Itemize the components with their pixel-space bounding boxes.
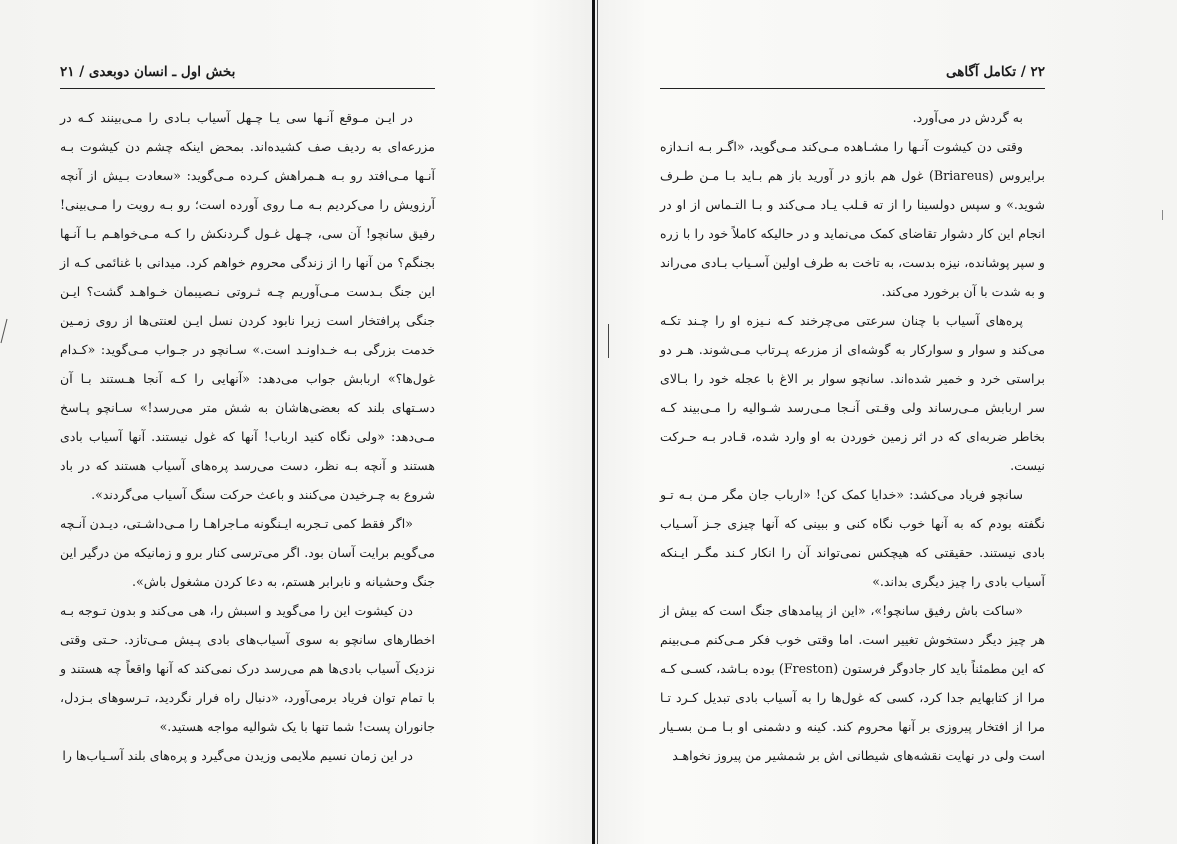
paragraph: دن کیشوت این را می‌گوید و اسبش را، هی می‌کند و بدون تـوجه بـه اخطارهای سانچو به سوی آسیاب‌های بادی پـیش مـی‌تازد. حـتی وقتی نزدیک آسیاب بادی‌ها هم می‌رسد درک نمی‌کند که آنها واقعاً چه هستند و با تمام توان فریاد برمی‌آورد، «دنبال راه فرار نگردید، تـرسوهای بـزدل، جانوران پست! شما تنها با یک شوالیه مواجه هستید.»: [60, 603, 435, 734]
paragraph: وقتی دن کیشوت آنـها را مشـاهده مـی‌کند مـی‌گوید، «اگـر بـه انـدازه برایروس (Briareus) غول هم بازو در آورید باز هم بـاید بـا مـن طـرف شوید.» و سپس دولسینا را از ته قـلب یـاد مـی‌کند و بـا التـماس از او در انجام این کار دشوار تقاضای کمک می‌نماید و در حالیکه کاملاً خود را با زره و سپر پوشانده، نیزه بدست، به تاخت به طرف اولین آسـیاب بـادی می‌راند و به شدت با آن برخورد می‌کند.: [660, 139, 1045, 299]
gutter-mark: [608, 346, 609, 358]
right-page-running-head: ۲۲ / تکامل آگاهی: [946, 64, 1045, 80]
scan-mark: [0, 318, 8, 344]
gutter-mark: [608, 324, 609, 346]
paragraph: پره‌های آسیاب با چنان سرعتی می‌چرخند کـه نـیزه او را چـند تکـه می‌کند و سوار و سوارکار به گوشه‌ای از مزرعه پـرتاب مـی‌شوند. هـر دو براستی خرد و خمیر شده‌اند. سانچو سوار بر الاغ با عجله خود را بـالای سر اربابش مـی‌رساند ولی وقـتی آنـجا مـی‌رسد شـوالیه را مـی‌بیند کـه بخاطر ضربه‌ای که در اثر زمین خوردن به او وارد شده، قـادر بـه حـرکت نیست.: [660, 313, 1045, 473]
paragraph: «ساکت باش رفیق سانچو!»، «این از پیامدهای جنگ است که بیش از هر چیز دیگر دستخوش تغییر است. اما وقتی خوب فکر مـی‌کنم مـی‌بینم که این مطمئناً باید کار جادوگر فرستون (Freston) بوده بـاشد، کسـی کـه مرا از کتابهایم جدا کرد، کسی که غول‌ها را به آسیاب بادی تبدیل کـرد تـا مرا از افتخار پیروزی بر آنها محروم کند. کینه و دشمنی او بـا مـن بسـیار است ولی در نهایت نقشه‌های شیطانی اش بر شمشیر من پیروز نخواهـد: [660, 603, 1045, 763]
paragraph: در ایـن مـوقع آنـها سی یـا چـهل آسیاب بـادی را مـی‌بینند کـه در مزرعه‌ای به ردیف صف کشیده‌اند. بمحض اینکه چشم دن کیشوت بـه آنـها مـی‌افتد رو بـه هـمراهش کـرده مـی‌گوید: «سعادت بـیش از آنچه آرزویش را می‌کردیم بـه مـا روی آورده است؛ رو بـه رویت را مـی‌بینی! رفیق سانچو! آن سی، چـهل غـول گـردنکش را کـه مـی‌خواهـم بـا آنـها بجنگم؟ من آنها را از زندگی محروم خواهم کرد. میدانی با غنائمی کـه از این جنگ بـدست مـی‌آوریم چـه ثـروتی نـصیبمان خـواهـد گشت؟ ایـن جنگی پرافتخار است زیرا نابود کردن نسل ایـن لعنتی‌ها از روی زمـین خدمت بزرگی بـه خـداونـد است.» سـانچو در جـواب مـی‌گوید: «کـدام غول‌ها؟» اربابش جواب می‌دهد: «آنهایی را کـه آنجا هـستند بـا آن دسـتهای بلند که بعضی‌هاشان به شش متر می‌رسد!» سـانچو پـاسخ مـی‌دهد: «ولی نگاه کنید ارباب! آنها که غول نیستند. آنها آسیاب بادی هستند و آنچه بـه نظر، دست می‌رسد پره‌های آسیاب هستند که در باد شروع به چـرخیدن می‌کنند و باعث حرکت سنگ آسیاب می‌گردند».: [60, 110, 435, 502]
paragraph: «اگر فقط کمی تـجربه ایـنگونه مـاجراهـا را مـی‌داشـتی، دیـدن آنـچه می‌گویم برایت آسان بود. اگر می‌ترسی کنار برو و زمانیکه من درگیر این جنگ وحشیانه و نابرابر هستم، به دعا کردن مشغول باش».: [60, 516, 435, 589]
left-page-running-head: بخش اول ـ انسان دوبعدی / ۲۱: [60, 64, 236, 80]
paragraph: سانچو فریاد می‌کشد: «خدایا کمک کن! «ارباب جان مگر مـن بـه تـو نگفته بودم که به آنها خوب نگاه کنی و ببینی که آنها چیزی جـز آسـیاب بادی نیستند. حقیقتی که هیچکس نمی‌تواند آن را انکار کـند مگـر ایـنکه آسیاب بادی را چیز دیگری بداند.»: [660, 487, 1045, 589]
book-gutter: [586, 0, 608, 844]
gutter-edge: [597, 0, 598, 844]
paragraph: به گردش در می‌آورد.: [912, 110, 1023, 125]
left-page: [60, 60, 435, 830]
left-page-body: [60, 103, 435, 770]
right-page-header: [660, 60, 1045, 89]
gutter-shadow: [592, 0, 595, 844]
right-page: [660, 60, 1045, 830]
left-page-header: [60, 60, 435, 89]
edge-mark: [1162, 210, 1163, 220]
right-page-body: [660, 103, 1045, 770]
paragraph: در این زمان نسیم ملایمی وزیدن می‌گیرد و پره‌های بلند آسـیاب‌ها را: [62, 748, 413, 763]
